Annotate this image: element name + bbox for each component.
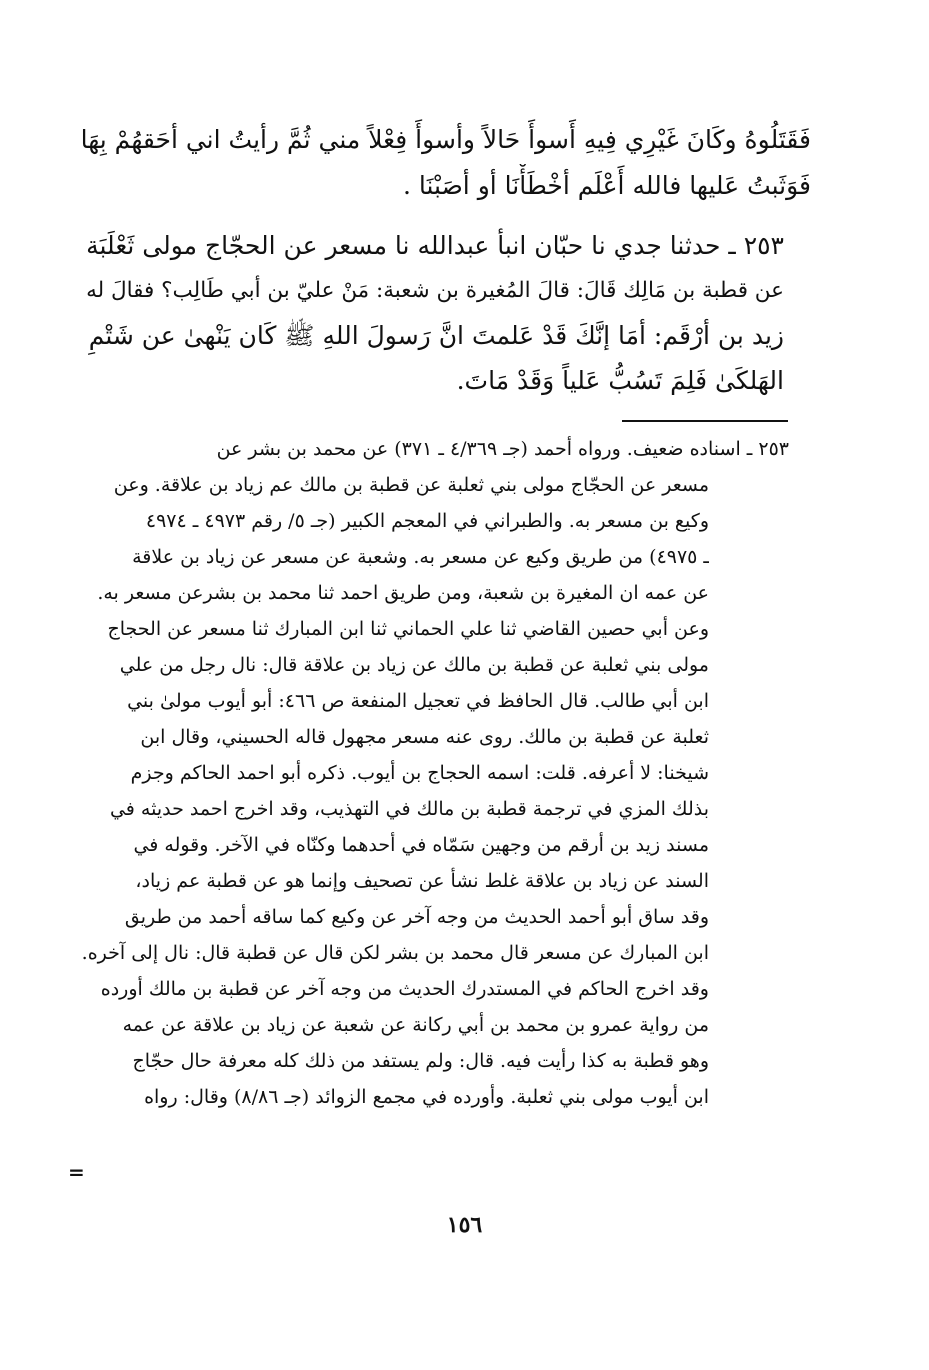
footnote-line: ابن المبارك عن مسعر قال محمد بن بشر لكن قال عن قطبة قال: نال إلى آخره. [81, 942, 709, 964]
footnote-line: شيخنا: لا أعرفه. قلت: اسمه الحجاج بن أيوب. ذكره أبو احمد الحاكم وجزم [130, 762, 709, 784]
main-text-line: زيد بن أرْقَم: أمَا إنَّكَ قَدْ عَلمتَ انَّ رَسولَ اللهِ ﷺ كَان يَنْهىٰ عن شَتْمِ [88, 321, 784, 350]
main-text-line: عن قطبة بن مَالِك قَالَ: قالَ المُغيرة بن شعبة: مَنْ عليّ بن أبي طَالِب؟ فقالَ له [86, 278, 784, 303]
footnote-line: ابن أبي طالب. قال الحافظ في تعجيل المنفعة ص ٤٦٦: أبو أيوب مولىٰ بني [127, 690, 709, 712]
footnote-line: وقد ساق أبو أحمد الحديث من وجه آخر عن وكيع كما ساقه أحمد من طريق [124, 906, 709, 928]
footnote-line: ـ ٤٩٧٥) من طريق وكيع عن مسعر به. وشعبة عن مسعر عن زياد بن علاقة [132, 546, 709, 568]
footnote-line: بذلك المزي في ترجمة قطبة بن مالك في التهذيب، وقد اخرج احمد حديثه في [109, 798, 709, 820]
page-number: ١٥٦ [446, 1212, 483, 1238]
footnote-line: وكيع بن مسعر به. والطبراني في المعجم الكبير (جـ ٥/ رقم ٤٩٧٣ ـ ٤٩٧٤ [145, 510, 709, 532]
footnote-line: عن عمه ان المغيرة بن شعبة، ومن طريق احمد ثنا محمد بن بشرعن مسعر به. [97, 582, 709, 604]
footnote-line: ثعلبة عن قطبة بن مالك. روى عنه مسعر مجهول قاله الحسيني، وقال ابن [140, 726, 709, 748]
footnote-line: وعن أبي حصين القاضي ثنا علي الحماني ثنا ابن المبارك ثنا مسعر عن الحجاج [107, 618, 709, 640]
footnote-line: السند عن زياد بن علاقة غلط نشأ عن تصحيف وإنما هو عن قطبة عم زياد، [135, 870, 709, 892]
footnote-line: ٢٥٣ ـ اسناده ضعيف. ورواه أحمد (جـ ٤/٣٦٩ ـ ٣٧١) عن محمد بن بشر عن [216, 438, 789, 460]
footnote-line: من رواية عمرو بن محمد بن أبي ركانة عن شعبة عن زياد بن علاقة عن عمه [122, 1014, 709, 1036]
main-text-line: فَوَثَبتُ عَليها فالله أَعْلَم أخْطَأْنَا أو أصَبْنَا . [402, 171, 811, 200]
footnote-line: وهو قطبة به كذا رأيت فيه. قال: ولم يستفد من ذلك كله معرفة حال حجّاج [132, 1050, 709, 1072]
footnote-line: ابن أيوب مولى بني ثعلبة. وأورده في مجمع الزوائد (جـ ٨/٨٦) وقال: رواه [144, 1086, 709, 1108]
footnote-line: مسعر عن الحجّاج مولى بني ثعلبة عن قطبة بن مالك عم زياد بن علاقة. وعن [113, 474, 709, 496]
footnote-line: مولى بني ثعلبة عن قطبة بن مالك عن زياد بن علاقة قال: نال رجل من علي [119, 654, 709, 676]
hadith-number-line: ٢٥٣ ـ حدثنا جدي نا حبّان انبأ عبدالله نا مسعر عن الحجّاج مولى ثَعْلَبَة [86, 231, 784, 260]
continuation-mark: = [68, 1160, 85, 1184]
main-text-line: الهَلكَىٰ فَلِمَ تَسُبُّ عَلياً وَقَدْ مَاتَ. [456, 366, 784, 395]
footnote-divider [622, 420, 788, 422]
footnote-line: وقد اخرج الحاكم في المستدرك الحديث من وجه آخر عن قطبة بن مالك أورده [100, 978, 709, 1000]
footnote-line: مسند زيد بن أرقم من وجهين سَمّاه في أحدهما وكنّاه في الآخر. وقوله في [133, 834, 709, 856]
main-text-line: فَقَتَلُوهُ وكَانَ غَيْرِي فِيهِ أَسوأَ حَالاً وأسوأَ فِعْلاً مني ثُمَّ رأيتُ اني أحَقهُمْ بِهَا [80, 125, 811, 154]
